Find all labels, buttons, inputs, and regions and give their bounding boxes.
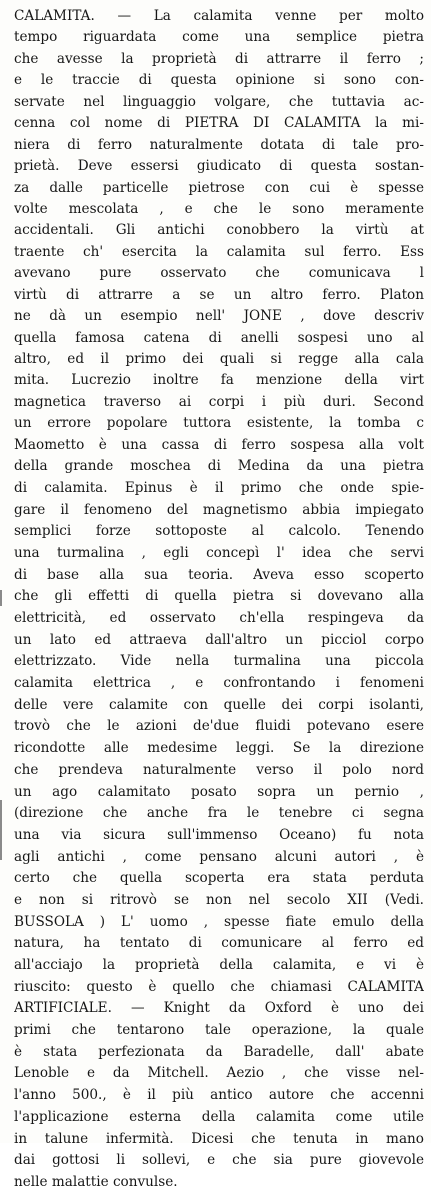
- text-line: tempo riguardata come una semplice pietra: [14, 29, 424, 46]
- text-line: primi che tentarono tale operazione, la quale: [14, 1022, 424, 1039]
- text-line: Lenoble e da Mitchell. Aezio , che visse nel-: [14, 1065, 424, 1082]
- text-line: certo che quella scoperta era stata perduta: [14, 870, 424, 887]
- text-line: CALAMITA. — La calamita venne per molto: [14, 8, 424, 24]
- text-line: una turmalina , egli concepì l' idea che servi: [14, 544, 424, 561]
- text-line: ARTIFICIALE. — Knight da Oxford è uno dei: [14, 1000, 424, 1017]
- text-line: elettricità, ed osservato ch'ella respingeva da: [14, 610, 424, 626]
- text-line: quella famosa catena di anelli sospesi uno al: [14, 329, 424, 346]
- text-line: un ago calamitato posato sopra un pernio ,: [14, 783, 424, 800]
- text-line: ne dà un esempio nell' JONE , dove descriv: [14, 308, 424, 325]
- text-line: un errore popolare tuttora esistente, la tomba c: [14, 415, 424, 432]
- text-line: all'acciajo la proprietà della calamita, e vi è: [14, 957, 424, 973]
- text-line: ricondotte alle medesime leggi. Se la direzione: [14, 740, 424, 757]
- text-line: una via sicura sull'immenso Oceano) fu nota: [14, 826, 424, 843]
- article-block-two: [14, 456, 424, 1193]
- text-line: avevano pure osservato che comunicava l: [14, 265, 424, 282]
- scan-margin-mark: [0, 800, 2, 860]
- text-line: dai gottosi li sollevi, e che sia pure giovevole: [14, 1152, 424, 1169]
- text-line: gare il fenomeno del magnetismo abbia impiegato: [14, 501, 424, 518]
- text-line: della grande moschea di Medina da una pietra: [14, 458, 424, 475]
- text-line: calamita elettrica , e confrontando i fenomeni: [14, 675, 424, 692]
- text-line: delle vere calamite con quelle dei corpi isolanti,: [14, 696, 424, 713]
- text-line: servate nel linguaggio volgare, che tuttavia ac-: [14, 93, 424, 110]
- text-line: che prendeva naturalmente verso il polo nord: [14, 761, 424, 778]
- text-line: e le traccie di questa opinione si sono con-: [14, 72, 424, 89]
- text-line: di base alla sua teoria. Aveva esso scoperto: [14, 566, 424, 583]
- text-line: e non si ritrovò se non nel secolo XII (Vedi.: [14, 891, 424, 908]
- text-line: magnetica traverso ai corpi i più duri. Second: [14, 393, 424, 410]
- text-line: BUSSOLA ) L' uomo , spesse fiate emulo della: [14, 913, 424, 930]
- text-line: nelle malattie convulse.: [14, 1173, 178, 1190]
- text-line: za dalle particelle pietrose con cui è spesse: [14, 179, 424, 196]
- text-line: accidentali. Gli antichi conobbero la virtù at: [14, 222, 424, 239]
- text-line: natura, ha tentato di comunicare al ferro ed: [14, 935, 424, 952]
- article-block-one: [14, 6, 424, 456]
- text-line: trovò che le azioni de'due fluidi potevano esere: [14, 718, 424, 735]
- text-line: Maometto è una cassa di ferro sospesa alla volt: [14, 436, 424, 453]
- article-column: [14, 6, 424, 1194]
- text-line: altro, ed il primo dei quali si regge alla cala: [14, 351, 424, 367]
- text-line: un lato ed attraeva dall'altro un picciol corpo: [14, 631, 424, 648]
- text-line: che gli effetti di quella pietra si dovevano alla: [14, 588, 424, 605]
- text-line: elettrizzato. Vide nella turmalina una piccola: [14, 653, 424, 670]
- text-line: agli antichi , come pensano alcuni autori , è: [14, 848, 424, 865]
- text-line: che avesse la proprietà di attrarre il ferro ;: [14, 50, 424, 67]
- text-line: niera di ferro naturalmente dotata di tale pro-: [14, 136, 424, 153]
- text-line: volte mescolata , e che le sono meramente: [14, 200, 424, 217]
- text-line: traente ch' esercita la calamita sul ferro. Ess: [14, 243, 424, 260]
- scan-margin-mark: [0, 590, 2, 606]
- text-line: (direzione che anche fra le tenebre ci segna: [14, 805, 424, 822]
- text-line: di calamita. Epinus è il primo che onde spie-: [14, 479, 424, 496]
- text-line: in talune infermità. Dicesi che tenuta in mano: [14, 1130, 424, 1147]
- text-line: prietà. Deve essersi giudicato di questa sostan-: [14, 158, 424, 175]
- text-line: riuscito: questo è quello che chiamasi CALAMITA: [14, 978, 424, 995]
- text-line: virtù di attrarre a se un altro ferro. Platon: [14, 286, 424, 303]
- text-line: cenna col nome di PIETRA DI CALAMITA la mi-: [14, 115, 424, 132]
- text-line: l'applicazione esterna della calamita come utile: [14, 1108, 424, 1125]
- text-line: l'anno 500., è il più antico autore che accenni: [14, 1087, 424, 1104]
- text-line: semplici forze sottoposte al calcolo. Tenendo: [14, 523, 424, 540]
- text-line: è stata perfezionata da Baradelle, dall' abate: [14, 1043, 424, 1060]
- text-line: mita. Lucrezio inoltre fa menzione della virt: [14, 372, 424, 389]
